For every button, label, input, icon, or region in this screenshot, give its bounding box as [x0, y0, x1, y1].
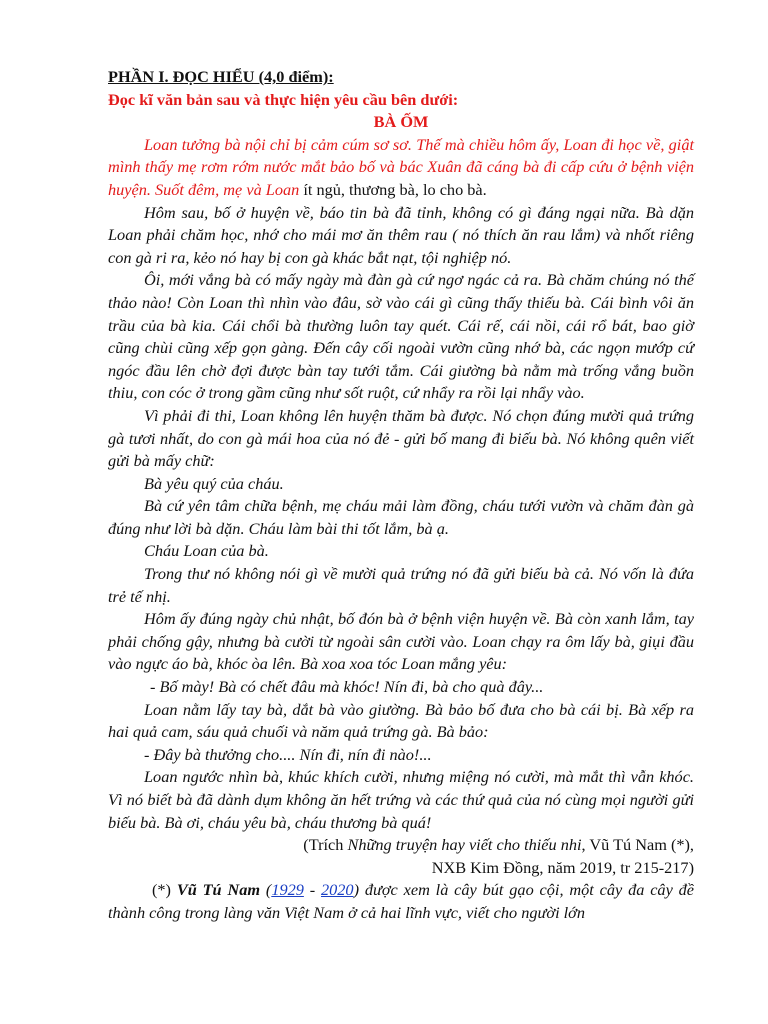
- paragraph-1-red: Loan tưởng bà nội chỉ bị cảm cúm sơ sơ. Thế mà chiều hôm ấy, Loan đi học về, giật mình thấy mẹ rơm rớm nước mắt bảo bố và bác Xuân đã cáng bà đi cấp cứu ở bệnh viện huyện. Suốt đêm, mẹ và Loan: [108, 134, 694, 199]
- paragraph-5: Bà yêu quý của cháu.: [144, 473, 284, 493]
- paragraph-3: Ôi, mới vắng bà có mấy ngày mà đàn gà cứ ngơ ngác cả ra. Bà chăm chúng nó thế thảo nào! Còn Loan thì nhìn vào đâu, sờ vào cái gì cũng thấy thiếu bà. Cái bình vôi ăn trầu của bà kia. Cái chổi bà thường luôn tay quét. Cái rế, cái nồi, cái rổ bát, bao giờ cũng chùi cũng xếp gọn gàng. Đến cây cối ngoài vườn cũng nhớ bà, các ngọn mướp cứ ngóc đầu lên chờ đợi được bàn tay tưới tắm. Cái giường bà nằm mà trống vắng buồn thiu, con cóc ở trong gầm cũng như sốt ruột, cứ nhẩy ra rồi lại nhẩy vào.: [108, 270, 694, 403]
- paragraph-1-rest: ít ngủ, thương bà, lo cho bà.: [299, 179, 487, 199]
- paragraph-12: - Đây bà thưởng cho.... Nín đi, nín đi nào!...: [144, 744, 432, 764]
- author-footnote: [108, 879, 694, 924]
- paragraph-13: Loan ngước nhìn bà, khúc khích cười, nhưng miệng nó cười, mà mắt thì vẫn khóc. Vì nó biết bà đã dành dụm không ăn hết trứng và các thứ quả của nó cùng mọi người gửi biếu bà. Bà ơi, cháu yêu bà, cháu thương bà quá!: [108, 767, 694, 832]
- paragraph-1: [108, 134, 694, 202]
- paragraph-2: Hôm sau, bố ở huyện về, báo tin bà đã tỉnh, không có gì đáng ngại nữa. Bà dặn Loan phải chăm học, nhớ cho mái mơ ăn thêm rau ( nó thích ăn rau lắm) và nhốt riêng con gà ri ra, kẻo nó hay bị con gà khác bắt nạt, tội nghiệp nó.: [108, 202, 694, 267]
- paragraph-9: Hôm ấy đúng ngày chủ nhật, bố đón bà ở bệnh viện huyện về. Bà còn xanh lắm, tay phải chống gậy, nhưng bà cười từ ngoài sân cười vào. Loan chạy ra ôm lấy bà, giụi đầu vào ngực áo bà, khóc òa lên. Bà xoa xoa tóc Loan mắng yêu:: [108, 609, 694, 674]
- footnote-marker: (*): [152, 880, 177, 900]
- instruction: Đọc kĩ văn bản sau và thực hiện yêu cầu bên dưới:: [108, 89, 459, 109]
- footnote-sep: -: [303, 880, 321, 900]
- story-title: BÀ ỐM: [373, 112, 429, 132]
- footnote-open-paren: (: [260, 880, 272, 900]
- citation-book: Những truyện hay viết cho thiếu nhi: [347, 835, 582, 855]
- footnote-author: Vũ Tú Nam: [176, 880, 261, 900]
- document-page: [108, 66, 694, 925]
- paragraph-6: Bà cứ yên tâm chữa bệnh, mẹ cháu mải làm đồng, cháu tưới vườn và chăm đàn gà đúng như lời bà dặn. Cháu làm bài thi tốt lắm, bà ạ.: [108, 496, 694, 538]
- section-heading: PHẦN I. ĐỌC HIỂU (4,0 điểm):: [108, 67, 334, 86]
- footnote-rest: ) được xem là cây bút gạo cội, một cây đa cây đề thành công trong làng văn Việt Nam ở cả hai lĩnh vực, viết cho người lớn: [108, 880, 695, 922]
- birth-year-link[interactable]: 1929: [271, 880, 304, 900]
- paragraph-4: Vì phải đi thi, Loan không lên huyện thăm bà được. Nó chọn đúng mười quả trứng gà tươi nhất, do con gà mái hoa của nó đẻ - gửi bố mang đi biếu bà. Nó không quên viết gửi bà mấy chữ:: [108, 405, 694, 471]
- death-year-link[interactable]: 2020: [321, 880, 354, 900]
- paragraph-11: Loan nằm lấy tay bà, dắt bà vào giường. Bà bảo bố đưa cho bà cái bị. Bà xếp ra hai quả cam, sáu quả chuối và năm quả trứng gà. Bà bảo:: [108, 699, 694, 742]
- citation-author: , Vũ Tú Nam (*),: [581, 835, 694, 855]
- paragraph-7: Cháu Loan của bà.: [144, 541, 269, 561]
- citation-line-1: [108, 834, 694, 857]
- citation-open: (Trích: [303, 835, 348, 855]
- paragraph-8: Trong thư nó không nói gì về mười quả trứng nó đã gửi biếu bà cả. Nó vốn là đứa trẻ tế nhị.: [108, 564, 694, 606]
- paragraph-10: - Bố mày! Bà có chết đâu mà khóc! Nín đi, bà cho quà đây...: [150, 677, 544, 697]
- citation-line-2: NXB Kim Đồng, năm 2019, tr 215-217): [431, 857, 694, 877]
